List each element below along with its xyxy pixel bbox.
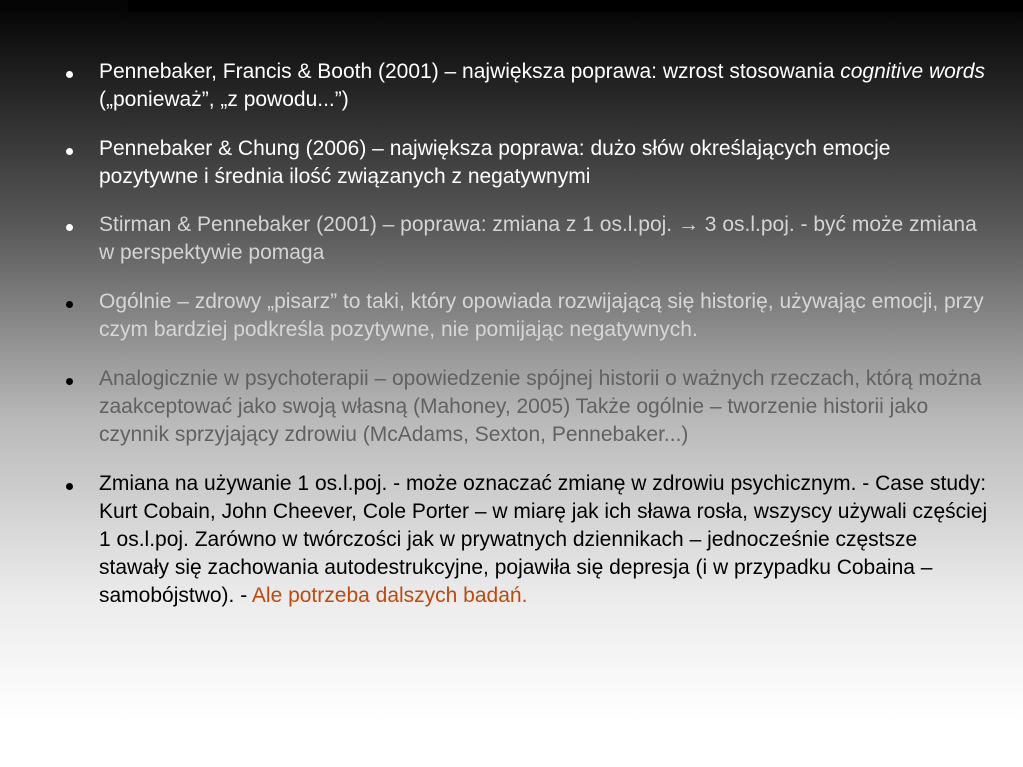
bullet-item-case-study — [66, 470, 991, 610]
bullet-dot-icon — [66, 224, 73, 231]
bullet-text: Zmiana na używanie 1 os.l.poj. - może oznaczać zmianę w zdrowiu psychicznym. - Case study: Kurt Cobain, John Cheever, Cole Porter – w miarę jak ich sława rosła, wszyscy używali częściej 1 os.l.poj. Zarówno w twórczości jak w prywatnych dziennikach – jednocześnie częstsze stawały się zachowania autodestrukcyjne, pojawiła się depresja (i w przypadku Cobaina – samobójstwo). - — [99, 472, 988, 607]
bullet-text: („ponieważ”, „z powodu...”) — [99, 88, 349, 111]
bullet-dot-icon — [66, 148, 73, 155]
bullet-item-pennebaker-francis-booth — [66, 58, 991, 114]
bullet-text: Ogólnie – zdrowy „pisarz” to taki, który opowiada rozwijającą się historię, używając emocji, przy czym bardziej podkreśla pozytywne, nie pomijając negatywnych. — [99, 290, 984, 341]
bullet-list — [66, 58, 991, 610]
bullet-text-italic: cognitive words — [840, 60, 985, 83]
bullet-text: Pennebaker & Chung (2006) – największa poprawa: dużo słów określających emocje pozytywne i średnia ilość związanych z negatywnymi — [99, 137, 891, 188]
bullet-item-healthy-writer — [66, 288, 991, 344]
bullet-item-stirman-pennebaker — [66, 211, 991, 267]
bullet-dot-icon — [66, 378, 73, 385]
bullet-text: Pennebaker, Francis & Booth (2001) – największa poprawa: wzrost stosowania — [99, 60, 841, 83]
bullet-text: Analogicznie w psychoterapii – opowiedzenie spójnej historii o ważnych rzeczach, którą można zaakceptować jako swoją własną (Mahoney, 2005) Także ogólnie – tworzenie historii jako czynnik sprzyjający zdrowiu (McAdams, Sexton, Pennebaker...) — [99, 367, 982, 446]
bullet-text: Stirman & Pennebaker (2001) – poprawa: zmiana z 1 os.l.poj. → 3 os.l.poj. - być może zmiana w perspektywie pomaga — [99, 213, 977, 264]
bullet-dot-icon — [66, 301, 73, 308]
bullet-item-psychotherapy — [66, 365, 991, 449]
bullet-dot-icon — [66, 483, 73, 490]
bullet-item-pennebaker-chung — [66, 135, 991, 191]
bullet-dot-icon — [66, 71, 73, 78]
bullet-text-highlight: Ale potrzeba dalszych badań. — [251, 584, 528, 607]
